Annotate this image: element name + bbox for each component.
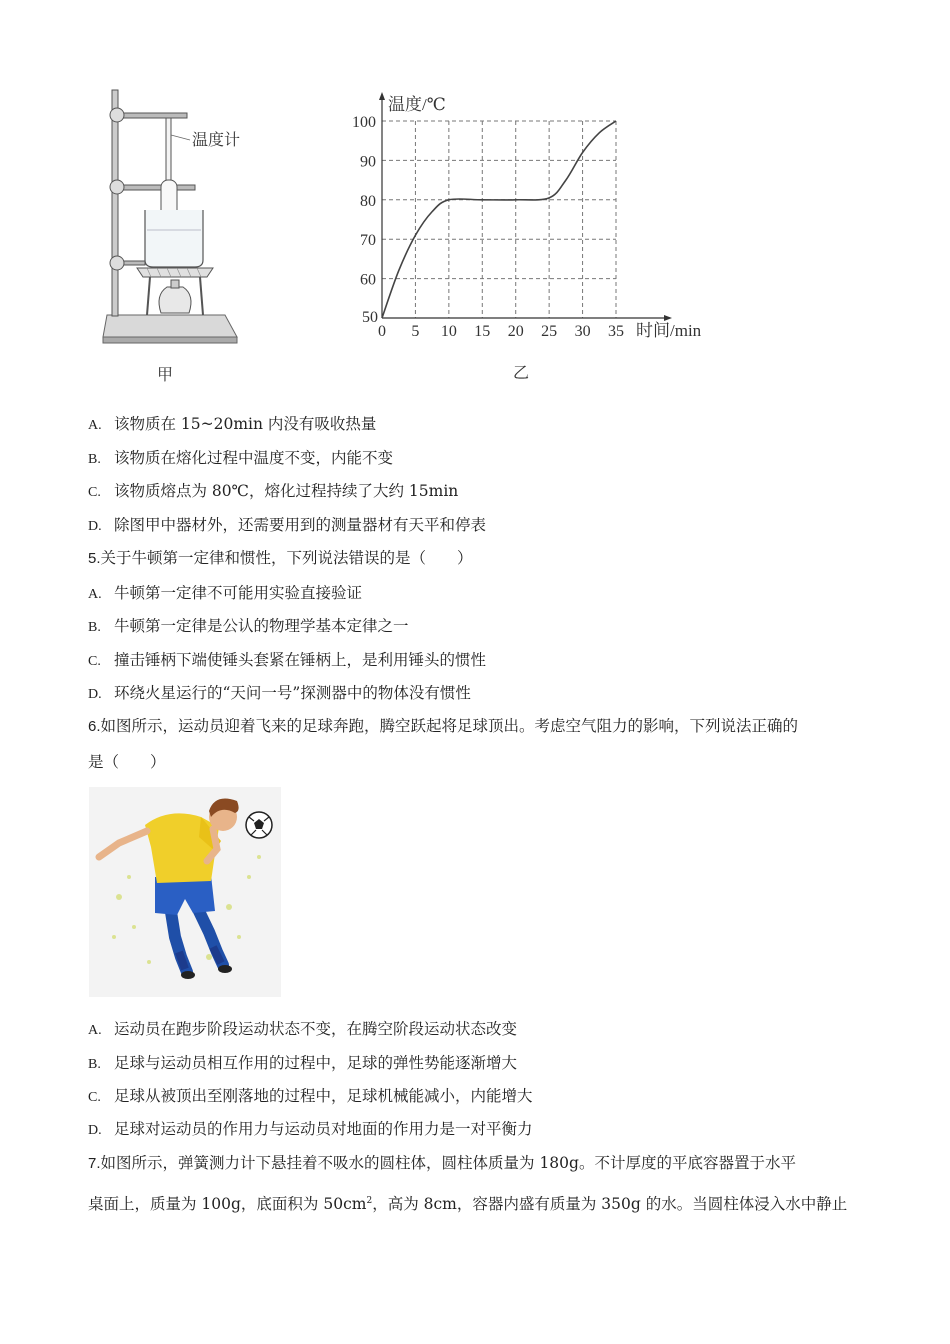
q6-option-c[interactable]: C. 足球从被顶出至刚落地的过程中，足球机械能减小，内能增大 xyxy=(88,1087,533,1105)
q6-option-d[interactable]: D. 足球对运动员的作用力与运动员对地面的作用力是一对平衡力 xyxy=(88,1120,533,1138)
q7-stem-line2: 桌面上，质量为 100g，底面积为 $50cm^2$，高为 8cm，容器内盛有质量为 350g 的水。当圆柱体浸入水中静止 xyxy=(88,1195,848,1214)
y-tick-label: 60 xyxy=(360,271,376,289)
q5-option-d[interactable]: D. 环绕火星运行的“天问一号”探测器中的物体没有惯性 xyxy=(88,684,471,702)
thermometer-label: 温度计 xyxy=(192,130,241,149)
chart-grid xyxy=(382,121,616,318)
q4-option-c[interactable]: C. 该物质熔点为 80℃，熔化过程持续了大约 15min xyxy=(88,482,459,500)
q6-stem-line1: 6.如图所示，运动员迎着飞来的足球奔跑，腾空跃起将足球顶出。考虑空气阻力的影响，下列说法正确的 xyxy=(88,717,799,735)
q4-option-b[interactable]: B. 该物质在熔化过程中温度不变，内能不变 xyxy=(88,449,394,467)
y-axis-arrow xyxy=(379,92,385,100)
q6-option-b[interactable]: B. 足球与运动员相互作用的过程中，足球的弹性势能逐渐增大 xyxy=(88,1054,518,1072)
temperature-time-chart xyxy=(340,88,730,348)
x-axis-label: 时间/min xyxy=(636,321,702,340)
y-axis-label: 温度/℃ xyxy=(388,95,446,114)
y-tick-label: 80 xyxy=(360,192,376,210)
q5-option-a[interactable]: A. 牛顿第一定律不可能用实验直接验证 xyxy=(88,584,363,602)
y-tick-label: 70 xyxy=(360,232,376,250)
y-origin-label: 50 xyxy=(362,309,378,326)
q4-option-a[interactable]: A. 该物质在 15~20min 内没有吸收热量 xyxy=(88,415,377,433)
q5-option-c[interactable]: C. 撞击锤柄下端使锤头套紧在锤柄上，是利用锤头的惯性 xyxy=(88,651,487,669)
figure-caption-left: 甲 xyxy=(157,365,174,384)
figure-caption-right: 乙 xyxy=(513,363,530,382)
x-tick-label: 35 xyxy=(608,323,624,340)
x-tick-label: 30 xyxy=(574,323,591,340)
apparatus-figure xyxy=(95,85,255,345)
q6-stem-line2: 是（ ） xyxy=(88,753,166,771)
q6-option-a[interactable]: A. 运动员在跑步阶段运动状态不变，在腾空阶段运动状态改变 xyxy=(88,1020,518,1038)
x-tick-label: 15 xyxy=(474,323,491,340)
q5-option-b[interactable]: B. 牛顿第一定律是公认的物理学基本定律之一 xyxy=(88,617,409,635)
q4-option-d[interactable]: D. 除图甲中器材外，还需要用到的测量器材有天平和停表 xyxy=(88,516,487,534)
x-origin-label: 0 xyxy=(378,323,386,340)
q5-stem: 5.关于牛顿第一定律和惯性，下列说法错误的是（ ） xyxy=(88,549,473,567)
y-tick-label: 90 xyxy=(360,153,376,171)
x-tick-label: 5 xyxy=(411,323,420,340)
series-line xyxy=(382,121,616,318)
q7-stem-line1: 7.如图所示，弹簧测力计下悬挂着不吸水的圆柱体，圆柱体质量为 180g。不计厚度的平底容器置于水平 xyxy=(88,1154,796,1172)
x-tick-label: 10 xyxy=(440,323,457,340)
x-tick-label: 25 xyxy=(541,323,558,340)
x-tick-label: 20 xyxy=(507,323,524,340)
football-player-image xyxy=(89,787,281,997)
y-tick-label: 100 xyxy=(352,114,376,131)
